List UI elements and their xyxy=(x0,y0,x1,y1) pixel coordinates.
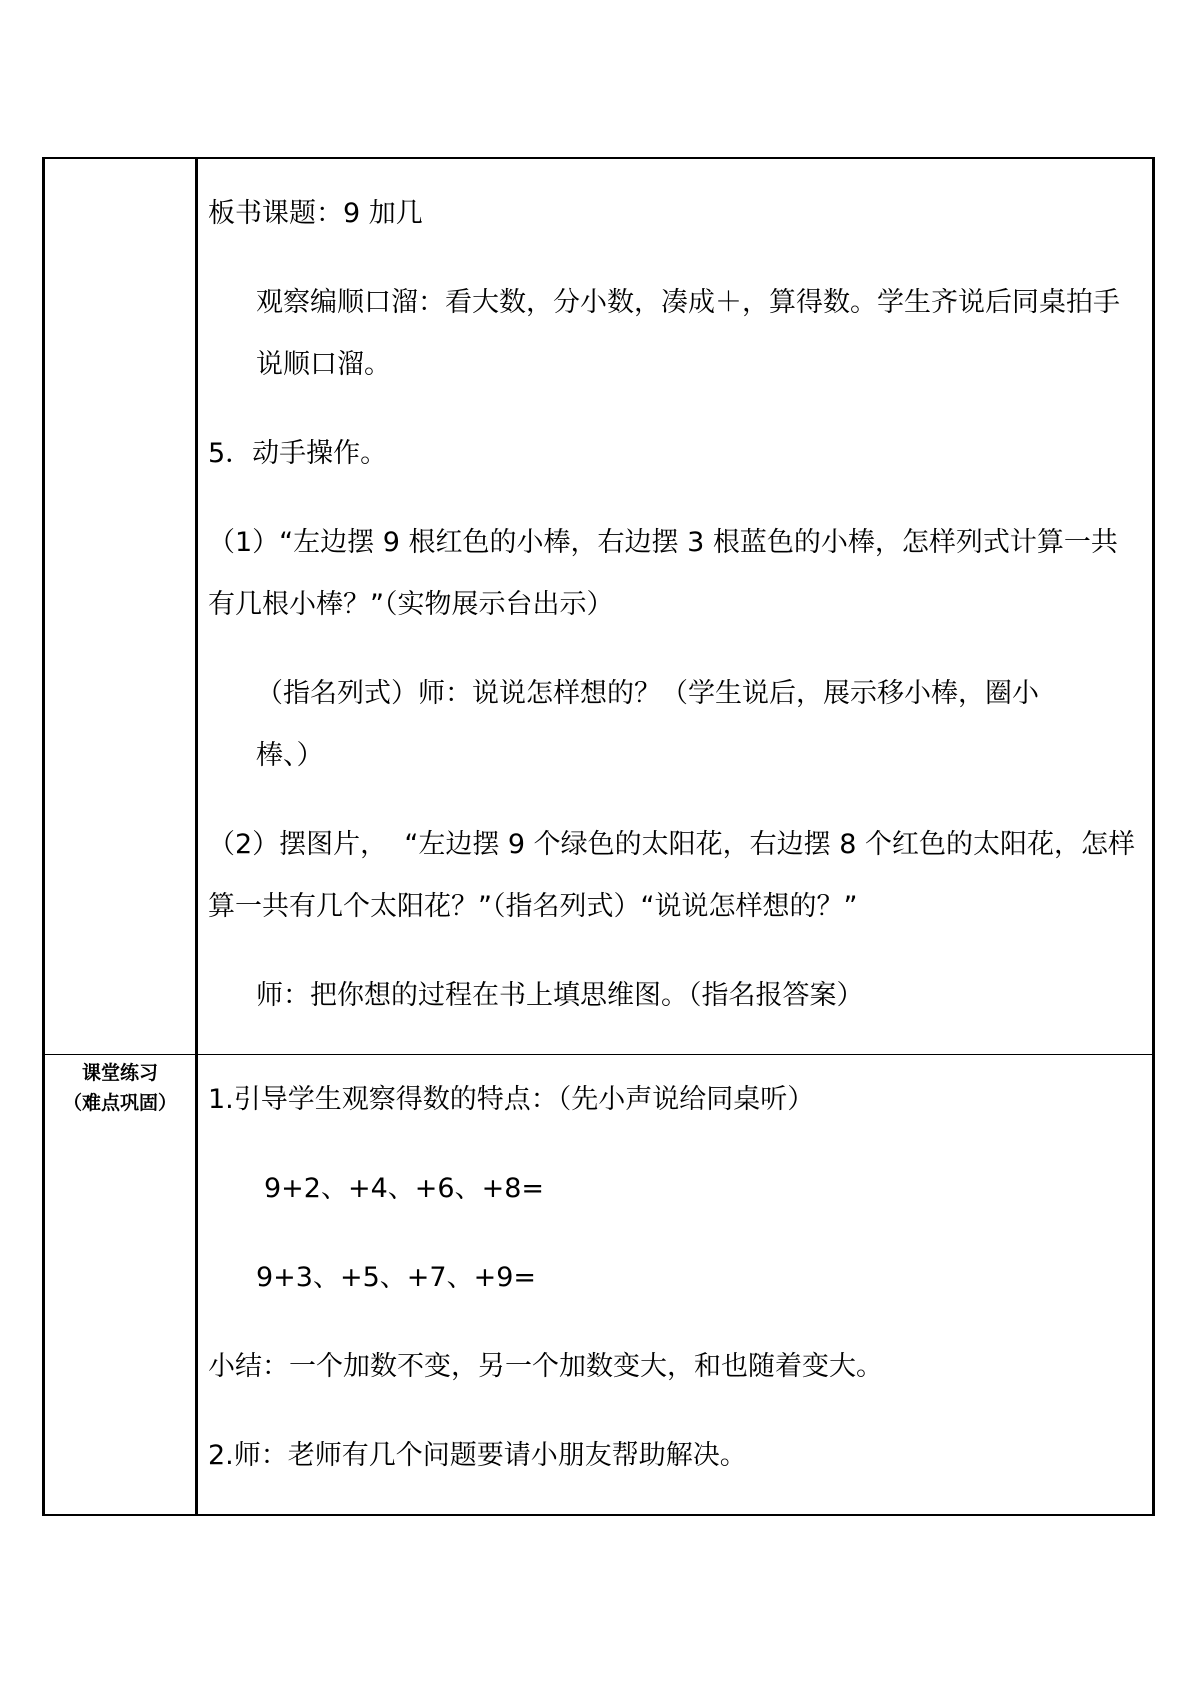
paragraph: （指名列式）师：说说怎样想的？（学生说后，展示移小棒，圈小 棒、） xyxy=(256,678,1039,771)
table-row xyxy=(44,1055,1154,1516)
paragraph: 板书课题：9 加几 xyxy=(208,198,423,229)
row-content-cell xyxy=(197,1055,1154,1516)
paragraph: （2）摆图片， “左边摆 9 个绿色的太阳花，右边摆 8 个红色的太阳花，怎样算一共有几个太阳花？”（指名列式）“说说怎样想的？” xyxy=(208,829,1136,922)
row-label-line: 课堂练习 xyxy=(81,1062,158,1084)
row-content-cell xyxy=(197,158,1154,1055)
paragraph: 小结：一个加数不变，另一个加数变大，和也随着变大。 xyxy=(208,1351,883,1382)
paragraph: 观察编顺口溜：看大数，分小数，凑成＋，算得数。学生齐说后同桌拍手说顺口溜。 xyxy=(256,287,1120,380)
row-label-cell xyxy=(44,1055,197,1516)
paragraph: 9+2、+4、+6、+8= xyxy=(264,1173,545,1204)
paragraph: 5．动手操作。 xyxy=(208,438,388,469)
row-content xyxy=(198,1055,1152,1487)
lesson-plan-table xyxy=(42,157,1155,1516)
row-label xyxy=(45,1055,195,1118)
paragraph: 9+3、+5、+7、+9= xyxy=(256,1262,537,1293)
paragraph: 2.师：老师有几个问题要请小朋友帮助解决。 xyxy=(208,1440,747,1471)
paragraph: 1.引导学生观察得数的特点：（先小声说给同桌听） xyxy=(208,1084,815,1115)
table-row xyxy=(44,158,1154,1055)
row-label-line: （难点巩固） xyxy=(62,1092,177,1114)
row-content xyxy=(198,159,1152,1027)
row-label-cell xyxy=(44,158,197,1055)
paragraph: 师：把你想的过程在书上填思维图。（指名报答案） xyxy=(256,980,864,1011)
paragraph: （1）“左边摆 9 根红色的小棒，右边摆 3 根蓝色的小棒，怎样列式计算一共有几根小棒？”（实物展示台出示） xyxy=(208,527,1118,620)
